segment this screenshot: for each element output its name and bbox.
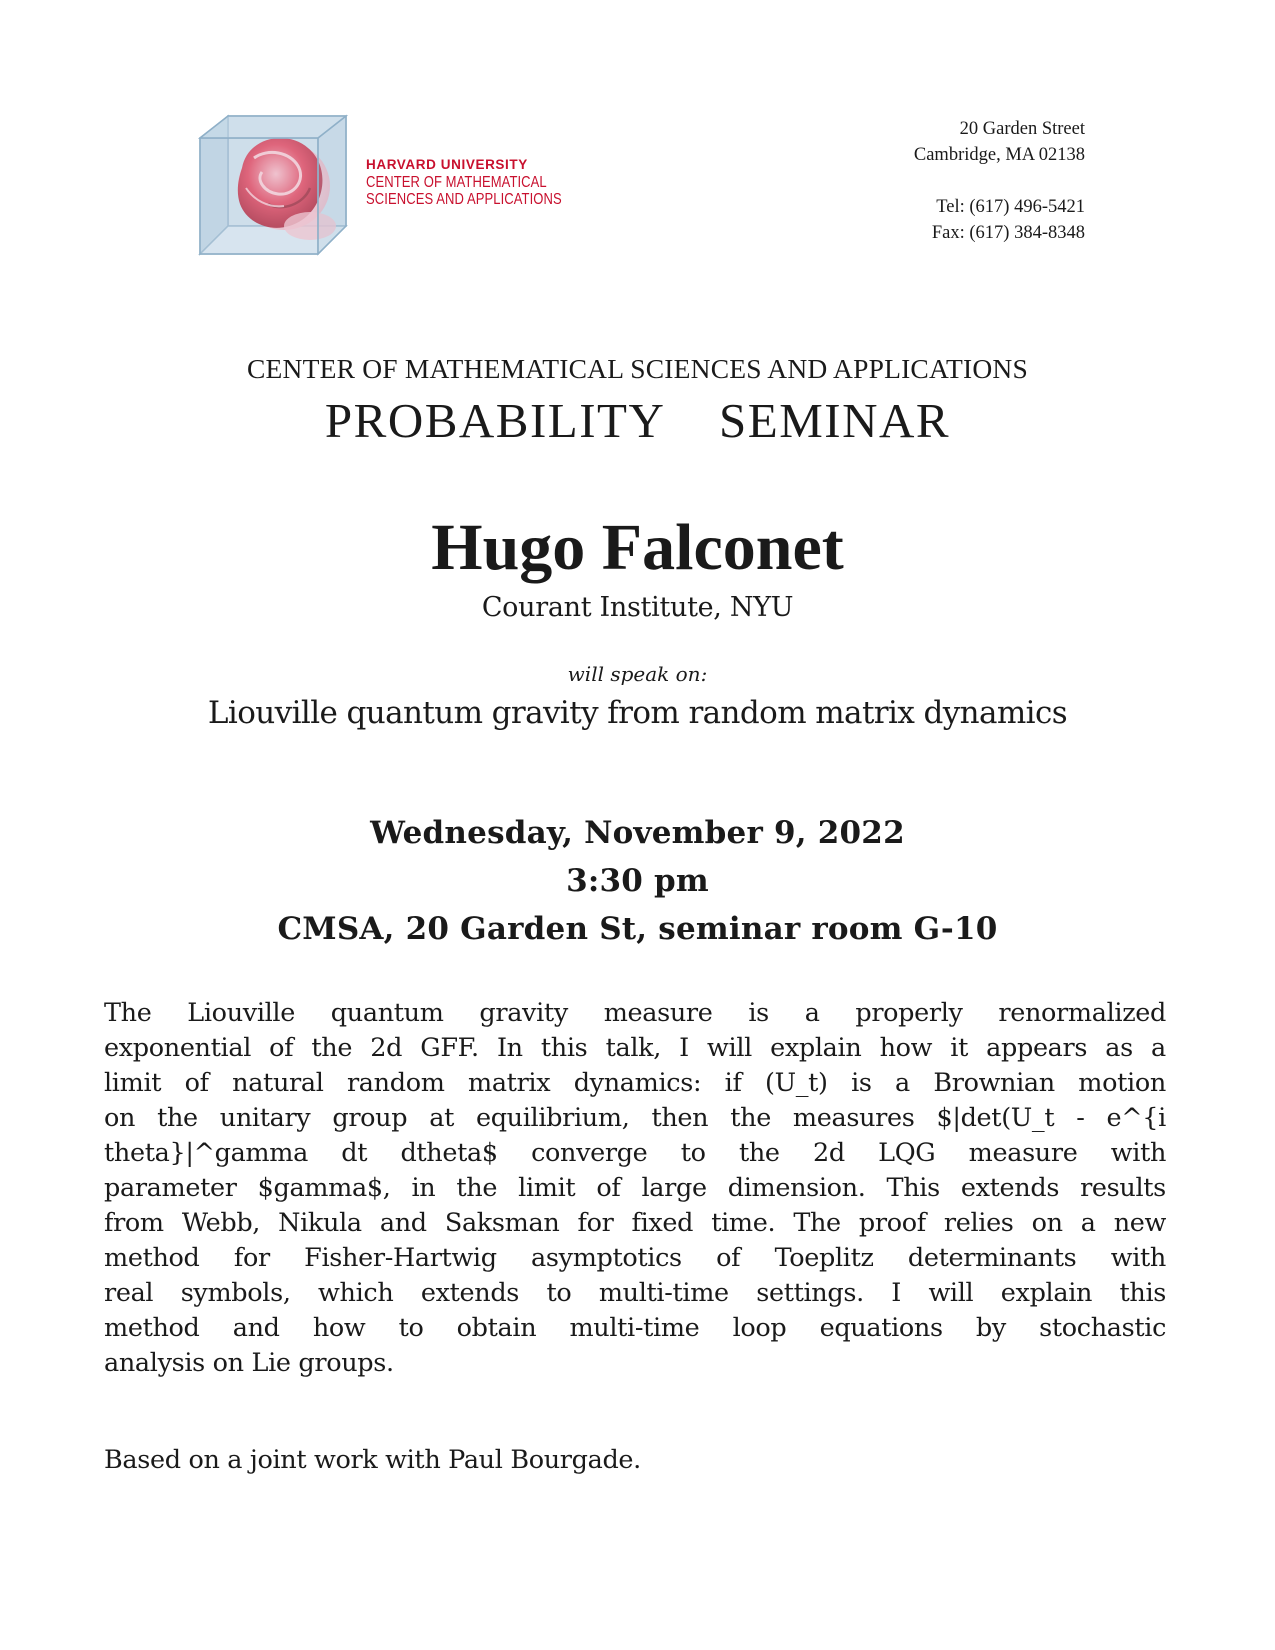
abstract-line: limit of natural random matrix dynamics: if (U_t) is a Brownian motion	[104, 1068, 1166, 1098]
talk-title: Liouville quantum gravity from random matrix dynamics	[207, 695, 1068, 731]
event-venue: CMSA, 20 Garden St, seminar room G-10	[277, 911, 998, 947]
address-city: Cambridge, MA 02138	[913, 145, 1085, 165]
address-tel: Tel: (617) 496-5421	[936, 197, 1085, 217]
seminar-title-text: PROBABILITY SEMINAR	[324, 393, 951, 448]
address-fax: Fax: (617) 384-8348	[931, 223, 1085, 243]
abstract-line: method and how to obtain multi-time loop equations by stochastic	[104, 1313, 1166, 1343]
seminar-title	[0, 392, 1275, 449]
address-street: 20 Garden Street	[959, 119, 1085, 139]
abstract-line: parameter $gamma$, in the limit of large dimension. This extends results	[104, 1173, 1166, 1203]
logo-line-university: HARVARD UNIVERSITY	[366, 157, 528, 172]
cmsa-cube-logo-icon	[198, 108, 350, 260]
abstract-line: theta}|^gamma dt dtheta$ converge to the 2d LQG measure with	[104, 1138, 1166, 1168]
abstract-line: on the unitary group at equilibrium, then the measures $|det(U_t - e^{i	[104, 1103, 1166, 1133]
abstract	[104, 996, 1166, 1381]
abstract-line: exponential of the 2d GFF. In this talk, I will explain how it appears as a	[104, 1033, 1166, 1063]
logo-line-sciences: SCIENCES AND APPLICATIONS	[366, 191, 562, 208]
logo-wordmark	[366, 158, 599, 210]
event-date: Wednesday, November 9, 2022	[370, 815, 905, 851]
abstract-line: The Liouville quantum gravity measure is a properly renormalized	[104, 998, 1166, 1028]
contact-address	[914, 116, 1085, 246]
joint-work-note: Based on a joint work with Paul Bourgade.	[104, 1445, 641, 1475]
event-time: 3:30 pm	[566, 863, 709, 899]
talk-intro: will speak on:	[567, 662, 708, 686]
abstract-line: method for Fisher-Hartwig asymptotics of Toeplitz determinants with	[104, 1243, 1166, 1273]
abstract-line: real symbols, which extends to multi-time settings. I will explain this	[104, 1278, 1166, 1308]
center-name: CENTER OF MATHEMATICAL SCIENCES AND APPLICATIONS	[247, 353, 1028, 384]
abstract-line: analysis on Lie groups.	[104, 1348, 394, 1378]
speaker-name: Hugo Falconet	[431, 511, 844, 584]
abstract-line: from Webb, Nikula and Saksman for fixed time. The proof relies on a new	[104, 1208, 1166, 1238]
speaker-affiliation: Courant Institute, NYU	[481, 592, 794, 623]
logo-line-center: CENTER OF MATHEMATICAL	[366, 173, 547, 191]
